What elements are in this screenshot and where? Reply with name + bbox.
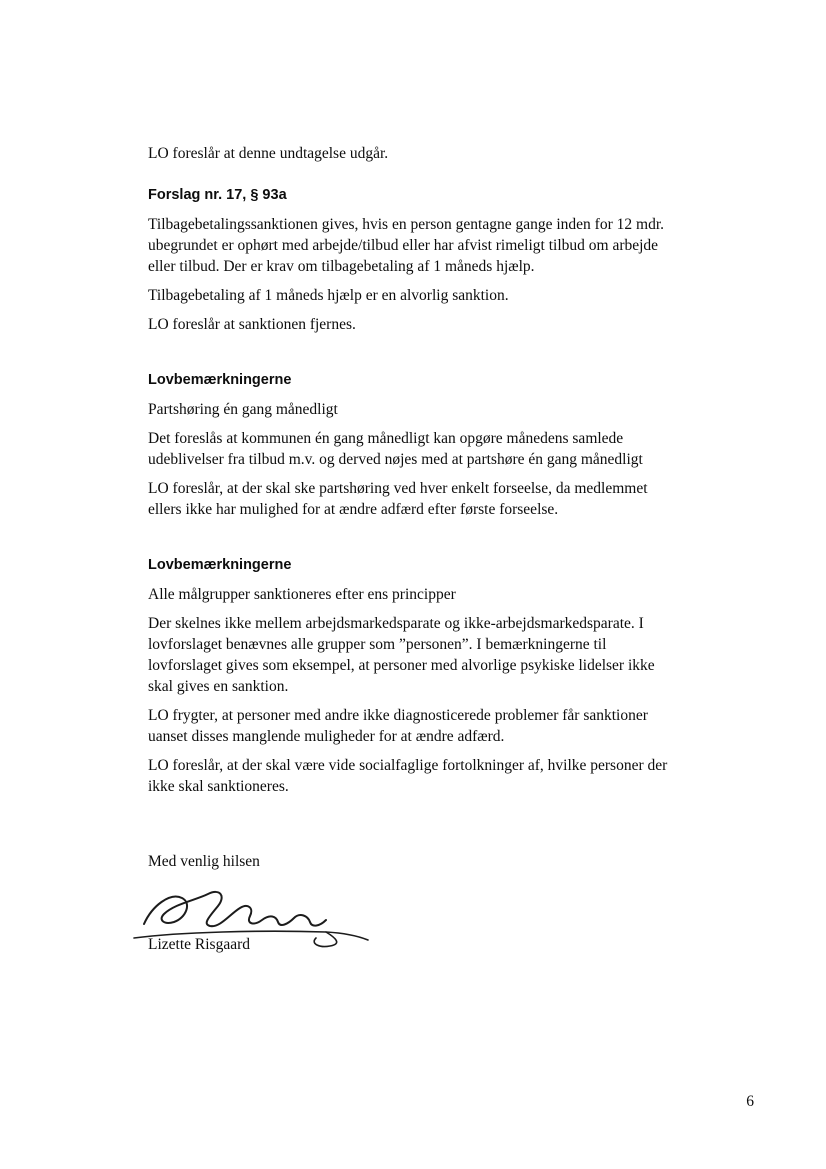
page-number: 6 bbox=[746, 1093, 754, 1110]
section-heading-lovbemaerkninger-1: Lovbemærkningerne bbox=[148, 372, 292, 388]
paragraph: Det foreslås at kommunen én gang månedligt kan opgøre månedens samlede udeblivelser fra tilbud m.v. og derved nøjes med at partshøre én gang månedligt bbox=[148, 430, 643, 468]
signatory-name: Lizette Risgaard bbox=[148, 936, 250, 953]
paragraph: Partshøring én gang månedligt bbox=[148, 401, 338, 418]
paragraph: LO foreslår, at der skal være vide socialfaglige fortolkninger af, hvilke personer der ikke skal sanktioneres. bbox=[148, 757, 668, 795]
paragraph: LO foreslår at denne undtagelse udgår. bbox=[148, 145, 389, 162]
paragraph: LO foreslår at sanktionen fjernes. bbox=[148, 316, 356, 333]
section-heading-forslag-17: Forslag nr. 17, § 93a bbox=[148, 187, 287, 203]
letter-body bbox=[148, 143, 680, 970]
paragraph: Tilbagebetalingssanktionen gives, hvis en person gentagne gange inden for 12 mdr. ubegrundet er ophørt med arbejde/tilbud eller har afvist rimeligt tilbud om arbejde eller tilbud. Der er krav om tilbagebetaling af 1 måneds hjælp. bbox=[148, 216, 664, 275]
paragraph: LO foreslår, at der skal ske partshøring ved hver enkelt forseelse, da medlemmet ellers ikke har mulighed for at ændre adfærd efter første forseelse. bbox=[148, 480, 648, 518]
paragraph: Tilbagebetaling af 1 måneds hjælp er en alvorlig sanktion. bbox=[148, 287, 509, 304]
section-heading-lovbemaerkninger-2: Lovbemærkningerne bbox=[148, 557, 292, 573]
paragraph: Alle målgrupper sanktioneres efter ens principper bbox=[148, 586, 456, 603]
closing-salutation: Med venlig hilsen bbox=[148, 853, 260, 870]
paragraph: LO frygter, at personer med andre ikke diagnosticerede problemer får sanktioner uanset disses manglende muligheder for at ændre adfærd. bbox=[148, 707, 648, 745]
paragraph: Der skelnes ikke mellem arbejdsmarkedsparate og ikke-arbejdsmarkedsparate. I lovforslaget benævnes alle grupper som ”personen”. I bemærkningerne til lovforslaget gives som eksempel, at personer med alvorlige psykiske lidelser ikke skal gives en sanktion. bbox=[148, 615, 655, 695]
signature-block bbox=[148, 878, 680, 970]
